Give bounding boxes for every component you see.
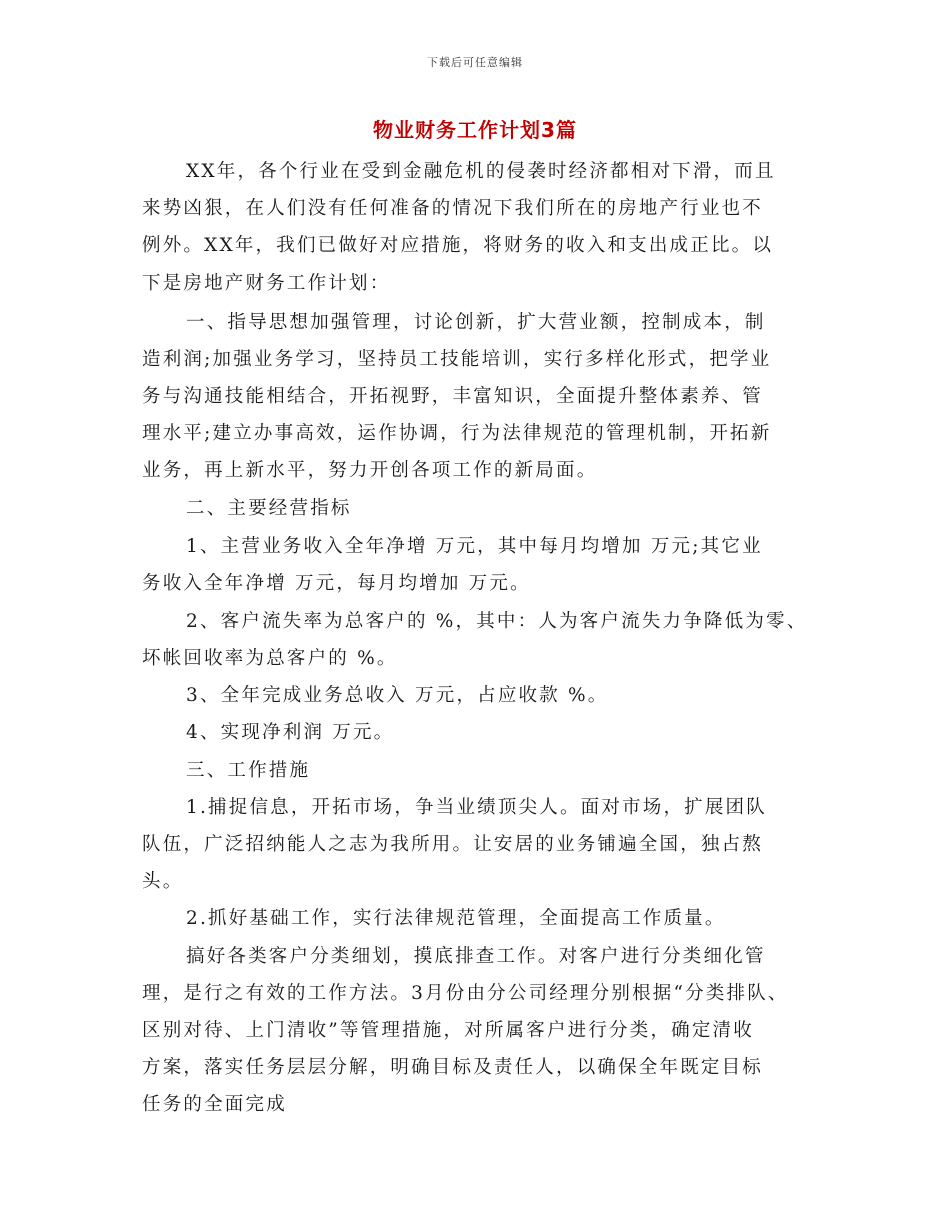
body-line: 务与沟通技能相结合，开拓视野，丰富知识，全面提升整体素养、管 bbox=[142, 386, 764, 407]
body-line: 1.捕捉信息，开拓市场，争当业绩顶尖人。面对市场，扩展团队 bbox=[186, 797, 767, 818]
body-line: 任务的全面完成 bbox=[142, 1094, 287, 1115]
body-line: 三、工作措施 bbox=[186, 760, 311, 781]
body-line: XX年，各个行业在受到金融危机的侵袭时经济都相对下滑，而且 bbox=[186, 161, 776, 182]
body-line: 4、实现净利润 万元。 bbox=[186, 722, 395, 743]
body-line: 例外。XX年，我们已做好对应措施，将财务的收入和支出成正比。以 bbox=[142, 235, 774, 256]
body-line: 造利润;加强业务学习，坚持员工技能培训，实行多样化形式，把学业 bbox=[142, 349, 772, 370]
body-line: 一、指导思想加强管理，讨论创新，扩大营业额，控制成本，制 bbox=[186, 312, 766, 333]
body-line: 3、全年完成业务总收入 万元，占应收款 %。 bbox=[186, 685, 609, 706]
body-line: 理，是行之有效的工作方法。3月份由分公司经理分别根据“分类排队、 bbox=[142, 983, 789, 1004]
body-line: 下是房地产财务工作计划： bbox=[142, 273, 391, 294]
body-line: 务收入全年净增 万元，每月均增加 万元。 bbox=[142, 573, 531, 594]
body-line: 坏帐回收率为总客户的 %。 bbox=[142, 648, 398, 669]
body-line: 区别对待、上门清收”等管理措施，对所属客户进行分类，确定清收 bbox=[142, 1020, 754, 1041]
body-line: 队伍，广泛招纳能人之志为我所用。让安居的业务铺遍全国，独占熬 bbox=[142, 834, 764, 855]
body-line: 头。 bbox=[142, 871, 184, 892]
body-line: 2、客户流失率为总客户的 %，其中：人为客户流失力争降低为零、 bbox=[186, 611, 808, 632]
document-title: 物业财务工作计划3篇 bbox=[373, 118, 577, 142]
body-line: 2.抓好基础工作，实行法律规范管理，全面提高工作质量。 bbox=[186, 908, 726, 929]
body-line: 二、主要经营指标 bbox=[186, 498, 352, 519]
body-line: 搞好各类客户分类细划，摸底排查工作。对客户进行分类细化管 bbox=[186, 946, 766, 967]
body-line: 1、主营业务收入全年净增 万元，其中每月均增加 万元;其它业 bbox=[186, 536, 763, 557]
body-line: 业务，再上新水平，努力开创各项工作的新局面。 bbox=[142, 460, 598, 481]
body-line: 理水平;建立办事高效，运作协调，行为法律规范的管理机制，开拓新 bbox=[142, 423, 772, 444]
body-line: 来势凶狠，在人们没有任何准备的情况下我们所在的房地产行业也不 bbox=[142, 198, 764, 219]
page-header-note: 下载后可任意编辑 bbox=[427, 56, 523, 69]
body-line: 方案，落实任务层层分解，明确目标及责任人，以确保全年既定目标 bbox=[142, 1057, 764, 1078]
